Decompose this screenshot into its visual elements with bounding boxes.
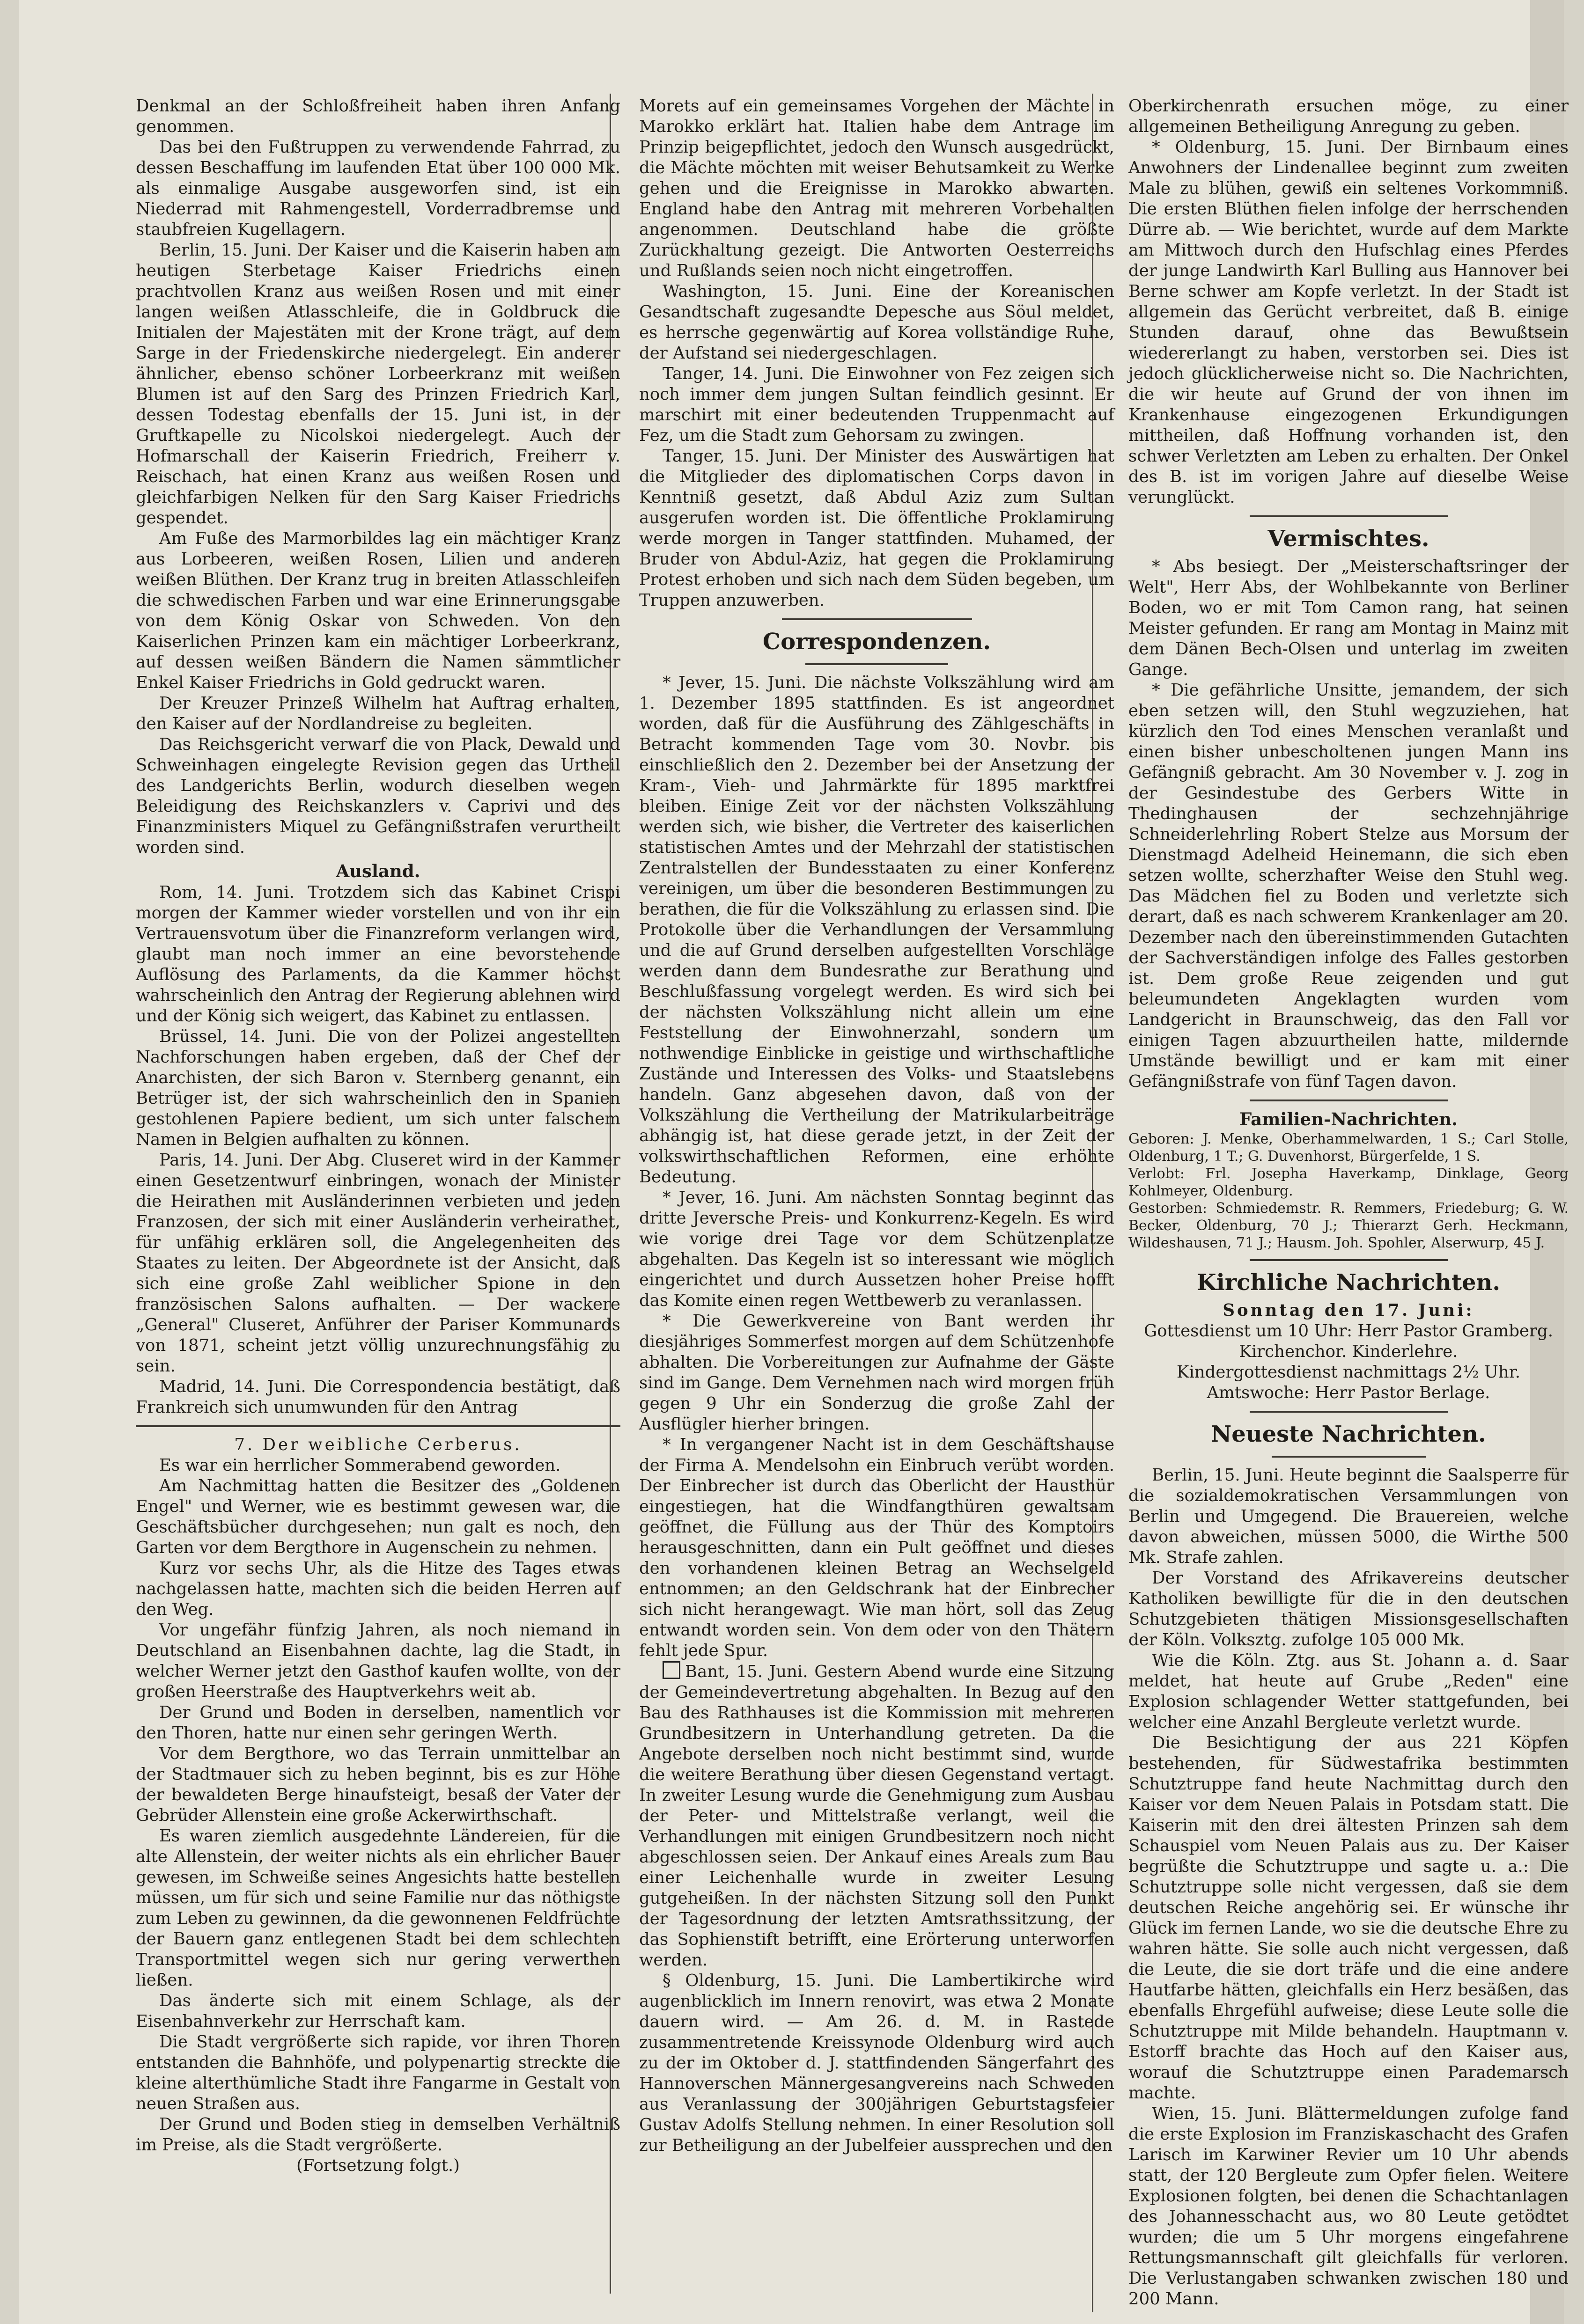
- section-divider: [1250, 1411, 1448, 1413]
- section-divider: [1250, 1100, 1448, 1101]
- church-line: Amtswoche: Herr Pastor Berlage.: [1207, 1383, 1490, 1402]
- church-line: Kindergottesdienst nachmittags 2½ Uhr.: [1176, 1363, 1521, 1382]
- paragraph: Paris, 14. Juni. Der Abg. Cluseret wird in der Kammer einen Gesetzentwurf einbringen, wonach der Minister die Heirathen mit Ausländerinnen verbieten und jeden Franzosen, der sich mit einer Ausländerin verheirathet, für unfähig erklären soll, die Angelegenheiten des Staates zu leiten. Der Abgeordnete ist der Ansicht, daß sich eine große Zahl weiblicher Spione in den französischen Salons aufhalten. — Der wackere „General" Cluseret, Anführer der Pariser Kommunards von 1871, scheint jetzt völlig unzurechnungsfähig zu sein.: [136, 1151, 620, 1376]
- paragraph-with-box: [639, 1661, 1114, 1971]
- paragraph: * Die gefährliche Unsitte, jemandem, der sich eben setzen will, den Stuhl wegzuziehen, hat kürzlich den Tod eines Menschen veranlaßt und einen bisher unbescholtenen jungen Mann ins Gefängniß gebracht. Am 30 November v. J. zog in der Gesindestube des Gerbers Witte in Thedinghausen der sechzehnjährige Schneiderlehrling Robert Stelze aus Morsum der Dienstmagd Adelheid Heinemann, die sich eben setzen wollte, scherzhafter Weise den Stuhl weg. Das Mädchen fiel zu Boden und verletzte sich derart, daß es nach schwerem Krankenlager am 20. Dezember nach den übereinstimmenden Gutachten der Sachverständigen infolge des Falles gestorben ist. Dem große Reue zeigenden und gut beleumundeten Angeklagten wurden vom Landgericht in Braunschweig, das den Fall vor einigen Tagen abzuurtheilen hatte, mildernde Umstände bewilligt und er kam mit einer Gefängnißstrafe von fünf Tagen davon.: [1128, 681, 1569, 1091]
- paragraph: * Jever, 15. Juni. Die nächste Volkszählung wird am 1. Dezember 1895 stattfinden. Es ist angeordnet worden, daß für die Ausführung des Zählgeschäfts in Betracht kommenden Tage vom 30. Novbr. bis einschließlich den 2. Dezember bei der Ansetzung der Kram-, Vieh- und Jahrmärkte für 1895 marktfrei bleiben. Einige Zeit vor der nächsten Volkszählung werden sich, wie bisher, die Vertreter des kaiserlichen statistischen Amtes und der Mehrzahl der statistischen Zentralstellen der Bundesstaaten zu einer Konferenz vereinigen, um über die besonderen Bestimmungen zu berathen, die für die Volkszählung zu erlassen sind. Die Protokolle über die Verhandlungen der Versammlung und die auf Grund derselben aufgestellten Vorschläge werden dann dem Bundesrathe zur Berathung und Beschlußfassung vorgelegt werden. Es wird sich bei der nächsten Volkszählung nicht allein um eine Feststellung der Einwohnerzahl, sondern um nothwendige Einblicke in geistige und wirthschaftliche Zustände und Interessen des Volks- und Staatslebens handeln. Ganz abgesehen davon, daß von der Volkszählung die Vertheilung der Matrikularbeiträge abhängig ist, hat diese gerade jetzt, in der Zeit der volkswirthschaftlichen Reformen, eine erhöhte Bedeutung.: [639, 673, 1114, 1187]
- paragraph: Madrid, 14. Juni. Die Correspondencia bestätigt, daß Frankreich sich unumwunden für den Antrag: [136, 1377, 620, 1417]
- paragraph: Die Besichtigung der aus 221 Köpfen bestehenden, für Südwestafrika bestimmten Schutztruppe fand heute Nachmittag durch den Kaiser vor dem Neuen Palais in Potsdam statt. Die Kaiserin mit den drei ältesten Prinzen sah dem Schauspiel vom Neuen Palais aus zu. Der Kaiser begrüßte die Schutztruppe und sagte u. a.: Die Schutztruppe solle nicht vergessen, daß sie dem deutschen Reiche angehörig sei. Er wünsche ihr Glück im fernen Lande, wo sie die deutsche Ehre zu wahren hätte. Sie solle auch nicht vergessen, daß die Leute, die sie dort träfe und die eine andere Hautfarbe hätten, gleichfalls ein Herz besäßen, das ebenfalls Ehrgefühl aufweise; diese Leute solle die Schutztruppe mit Milde behandeln. Hauptmann v. Estorff brachte das Hoch auf den Kaiser aus, worauf die Schutztruppe einen Parademarsch machte.: [1128, 1733, 1569, 2103]
- feuilleton-title: 7. Der weibliche Cerberus.: [234, 1435, 522, 1454]
- paragraph: Das Reichsgericht verwarf die von Plack, Dewald und Schweinhagen eingelegte Revision gegen das Urtheil des Landgerichts Berlin, wodurch dieselben wegen Beleidigung des Reichskanzlers v. Caprivi und des Finanzministers Miquel zu Gefängnißstrafen verurtheilt worden sind.: [136, 735, 620, 857]
- paragraph: Die Stadt vergrößerte sich rapide, vor ihren Thoren entstanden die Bahnhöfe, und polypenartig streckte die kleine alterthümliche Stadt ihre Fangarme in Gestalt von neuen Straßen aus.: [136, 2032, 620, 2113]
- paragraph: Tanger, 15. Juni. Der Minister des Auswärtigen hat die Mitglieder des diplomatischen Corps davon in Kenntniß gesetzt, daß Abdul Aziz zum Sultan ausgerufen worden ist. Die öffentliche Proklamirung werde morgen in Tanger stattfinden. Muhamed, der Bruder von Abdul-Aziz, hat gegen die Proklamirung Protest erhoben und sich nach dem Süden begeben, um Truppen anzuwerben.: [639, 447, 1114, 610]
- section-heading-familien: Familien-Nachrichten.: [1239, 1109, 1458, 1129]
- paragraph: Vor dem Bergthore, wo das Terrain unmittelbar an der Stadtmauer sich zu heben beginnt, bis es zur Höhe der bewaldeten Berge hinaufsteigt, besaß der Vater der Gebrüder Allenstein eine große Ackerwirthschaft.: [136, 1744, 620, 1825]
- section-heading-vermischtes: Vermischtes.: [1267, 526, 1429, 552]
- paragraph: Vor ungefähr fünfzig Jahren, als noch niemand in Deutschland an Eisenbahnen dachte, lag die Stadt, in welcher Werner jetzt den Gasthof kaufen wollte, von der großen Heerstraße des Hauptverkehrs weit ab.: [136, 1620, 620, 1701]
- notice-line: Gestorben: Schmiedemstr. R. Remmers, Friedeburg; G. W. Becker, Oldenburg, 70 J.; Thierarzt Gerh. Heckmann, Wildeshausen, 71 J.; Hausm. Joh. Spohler, Alserwurp, 45 J.: [1128, 1200, 1569, 1251]
- section-heading-correspondenzen: Correspondenzen.: [762, 629, 991, 655]
- paragraph: Denkmal an der Schloßfreiheit haben ihren Anfang genommen.: [136, 96, 620, 136]
- section-divider: [1250, 515, 1448, 517]
- church-line: Kirchenchor. Kinderlehre.: [1239, 1342, 1458, 1361]
- notice-line: Geboren: J. Menke, Oberhammelwarden, 1 S.; Carl Stolle, Oldenburg, 1 T.; G. Duvenhorst, Bürgerfelde, 1 S.: [1128, 1131, 1569, 1165]
- newspaper-page: [19, 0, 1569, 2324]
- paragraph: Es waren ziemlich ausgedehnte Ländereien, für die alte Allenstein, der weiter nichts als ein ehrlicher Bauer gewesen, im Schweiße seines Angesichts hatte bestellen müssen, um für sich und seine Familie nur das nöthigste zum Leben zu gewinnen, da die gewonnenen Feldfrüchte der Bauern ganz entlegenen Stadt bei dem schlechten Transportmittel wegen sich nur gering verwerthen ließen.: [136, 1826, 620, 1990]
- section-heading-kirchlich: Kirchliche Nachrichten.: [1196, 1269, 1501, 1296]
- paragraph: * In vergangener Nacht ist in dem Geschäftshause der Firma A. Mendelsohn ein Einbruch verübt worden. Der Einbrecher ist durch das Oberlicht der Hausthür eingestiegen, hat die Windfangthüren gewaltsam geöffnet, die Füllung aus der Thür des Komptoirs herausgeschnitten, dann ein Pult geöffnet und dieses den vorhandenen kleinen Betrag an Wechselgeld entnommen; an den Geldschrank hat der Einbrecher sich nicht herangewagt. Wie man hört, soll das Zeug entwandt worden sein. Von dem oder von den Thätern fehlt jede Spur.: [639, 1435, 1114, 1660]
- paragraph: Am Fuße des Marmorbildes lag ein mächtiger Kranz aus Lorbeeren, weißen Rosen, Lilien und anderen weißen Blüthen. Der Kranz trug in breiten Atlasschleifen die schwedischen Farben und war eine Erinnerungsgabe von dem König Oskar von Schweden. Von den Kaiserlichen Prinzen kam ein mächtiger Lorbeerkranz, auf dessen weißen Bändern die Namen sämmtlicher Enkel Kaiser Friedrichs in Gold gedruckt waren.: [136, 529, 620, 692]
- paragraph: * Die Gewerkvereine von Bant werden ihr diesjähriges Sommerfest morgen auf dem Schützenhofe abhalten. Die Vorbereitungen zur Aufnahme der Gäste sind im Gange. Dem Vernehmen nach wird morgen früh gegen 9 Uhr ein Sonderzug die große Zahl der Ausflügler hierher bringen.: [639, 1312, 1114, 1434]
- section-divider: [782, 618, 972, 620]
- section-divider: [805, 663, 948, 665]
- continued-note: (Fortsetzung folgt.): [296, 2156, 460, 2175]
- notice-line: Verlobt: Frl. Josepha Haverkamp, Dinklage, Georg Kohlmeyer, Oldenburg.: [1128, 1166, 1569, 1199]
- paragraph: § Oldenburg, 15. Juni. Die Lambertikirche wird augenblicklich im Innern renovirt, was etwa 2 Monate dauern wird. — Am 26. d. M. in Rastede zusammentretende Kreissynode Oldenburg wird auch zu der im Oktober d. J. stattfindenden Sängerfahrt des Hannoverschen Männergesangvereins nach Schweden aus Veranlassung der 300jährigen Geburtstagsfeier Gustav Adolfs Stellung nehmen. In einer Resolution soll zur Betheiligung an der Jubelfeier aussprechen und den: [639, 1971, 1114, 2155]
- section-heading-ausland: Ausland.: [336, 861, 420, 881]
- paragraph: Berlin, 15. Juni. Der Kaiser und die Kaiserin haben am heutigen Sterbetage Kaiser Friedrichs einen prachtvollen Kranz aus weißen Rosen und mit einer langen weißen Atlasschleife, die in Goldbruck die Initialen der Majestäten mit der Krone trägt, auf dem Sarge in der Friedenskirche niedergelegt. Ein anderer ähnlicher, ebenso schöner Lorbeerkranz mit weißen Blumen ist auf den Sarg des Prinzen Friedrich Karl, dessen Todestag ebenfalls der 15. Juni ist, in der Gruftkapelle zu Nicolskoi niedergelegt. Auch der Hofmarschall der Kaiserin Friedrich, Freiherr v. Reischach, hat einen Kranz aus weißen Rosen und gleichfarbigen Nelken für den Sarg Kaiser Friedrichs gespendet.: [136, 241, 620, 528]
- paragraph: Tanger, 14. Juni. Die Einwohner von Fez zeigen sich noch immer dem jungen Sultan feindlich gesinnt. Er marschirt mit einer bedeutenden Truppenmacht auf Fez, um die Stadt zum Gehorsam zu zwingen.: [639, 364, 1114, 445]
- paragraph-text: Bant, 15. Juni. Gestern Abend wurde eine Sitzung der Gemeindevertretung abgehalten. In Bezug auf den Bau des Rathhauses ist die Kommission mit mehreren Grundbesitzern in Unterhandlung getreten. Da die Angebote derselben noch nicht bestimmt sind, wurde die weitere Berathung über diesen Gegenstand vertagt. In zweiter Lesung wurde die Genehmigung zum Ausbau der Peter- und Mittelstraße verlangt, weil die Verhandlungen mit einigen Grundbesitzern noch nicht abgeschlossen seien. Der Ankauf eines Areals zum Bau einer Leichenhalle wurde in zweiter Lesung gutgeheißen. In der nächsten Sitzung soll den Punkt der Tagesordnung der letzten Amtsrathssitzung, der das Sophienstift betrifft, eine Erörterung unterworfen werden.: [639, 1662, 1114, 1970]
- paragraph: Wien, 15. Juni. Blättermeldungen zufolge fand die erste Explosion im Franziskaschacht des Grafen Larisch im Karwiner Revier um 10 Uhr abends statt, der 120 Bergleute zum Opfer fielen. Weitere Explosionen folgten, bei denen die Schachtanlagen des Johannesschacht aus, wo 80 Leute getödtet wurden; die um 5 Uhr morgens eingefahrene Rettungsmannschaft gilt gleichfalls für verloren. Die Verlustangaben schwanken zwischen 180 und 200 Mann.: [1128, 2104, 1569, 2309]
- feuilleton-divider: [136, 1425, 620, 1427]
- paragraph: Der Grund und Boden stieg in demselben Verhältniß im Preise, als die Stadt vergrößerte.: [136, 2115, 620, 2155]
- column-2: [639, 96, 1114, 2156]
- paragraph: Der Kreuzer Prinzeß Wilhelm hat Auftrag erhalten, den Kaiser auf der Nordlandreise zu begleiten.: [136, 694, 620, 733]
- paragraph: Es war ein herrlicher Sommerabend geworden.: [159, 1456, 561, 1475]
- paragraph: Das bei den Fußtruppen zu verwendende Fahrrad, zu dessen Beschaffung im laufenden Etat über 100 000 Mk. als einmalige Ausgabe ausgeworfen sind, ist ein Niederrad mit Rahmengestell, Vorderradbremse und staubfreien Kugellagern.: [136, 138, 620, 239]
- paragraph: Washington, 15. Juni. Eine der Koreanischen Gesandtschaft zugesandte Depesche aus Söul meldet, es herrsche gegenwärtig auf Korea vollständige Ruhe, der Aufstand sei niedergeschlagen.: [639, 282, 1114, 363]
- paragraph: Brüssel, 14. Juni. Die von der Polizei angestellten Nachforschungen haben ergeben, daß der Chef der Anarchisten, der sich Baron v. Sternberg genannt, ein Betrüger ist, der sich wahrscheinlich den in Spanien gestohlenen Papiere bedient, um sich unter falschem Namen in Belgien aufhalten zu können.: [136, 1027, 620, 1149]
- paragraph: Rom, 14. Juni. Trotzdem sich das Kabinet Crispi morgen der Kammer wieder vorstellen und von ihr ein Vertrauensvotum über die Finanzreform verlangen wird, glaubt man noch immer an eine bevorstehende Auflösung des Parlaments, da die Kammer höchst wahrscheinlich den Antrag der Regierung ablehnen wird und der König sich weigert, das Kabinet zu entlassen.: [136, 883, 620, 1026]
- column-1: [136, 96, 620, 2176]
- paragraph: Kurz vor sechs Uhr, als die Hitze des Tages etwas nachgelassen hatte, machten sich die beiden Herren auf den Weg.: [136, 1559, 620, 1619]
- paragraph: Berlin, 15. Juni. Heute beginnt die Saalsperre für die sozialdemokratischen Versammlungen von Berlin und Umgegend. Die Brauereien, welche davon abweichen, müssen 5000, die Wirthe 500 Mk. Strafe zahlen.: [1128, 1466, 1569, 1567]
- section-divider: [1250, 1259, 1448, 1261]
- paragraph: Oberkirchenrath ersuchen möge, zu einer allgemeinen Betheiligung Anregung zu geben.: [1128, 96, 1569, 136]
- box-icon: [663, 1661, 680, 1679]
- paragraph: * Jever, 16. Juni. Am nächsten Sonntag beginnt das dritte Jeversche Preis- und Konkurrenz-Kegeln. Es wird wie vorige drei Tage vor dem Schützenplatze abgehalten. Das Kegeln ist so interessant wie möglich eingerichtet und durch Aussetzen hoher Preise hofft das Komite einen regen Wettbewerb zu veranlassen.: [639, 1188, 1114, 1310]
- paragraph: Das änderte sich mit einem Schlage, als der Eisenbahnverkehr zur Herrschaft kam.: [136, 1991, 620, 2031]
- paragraph: * Oldenburg, 15. Juni. Der Birnbaum eines Anwohners der Lindenallee beginnt zum zweiten Male zu blühen, gewiß ein seltenes Vorkommniß. Die ersten Blüthen fielen infolge der herrschenden Dürre ab. — Wie berichtet, wurde auf dem Markte am Mittwoch durch den Hufschlag eines Pferdes der junge Landwirth Karl Bulling aus Hannover bei Berne schwer am Kopfe verletzt. In der Stadt ist allgemein das Gerücht verbreitet, daß B. einige Stunden darauf, ohne das Bewußtsein wiedererlangt zu haben, verstorben sei. Dies ist jedoch glücklicherweise nicht so. Die Nachrichten, die wir heute auf Grund der von ihnen im Krankenhause eingezogenen Erkundigungen mittheilen, daß Hoffnung vorhanden ist, den schwer Verletzten am Leben zu erhalten. Der Onkel des B. ist im vorigen Jahre auf dieselbe Weise verunglückt.: [1128, 138, 1569, 507]
- section-heading-neueste: Neueste Nachrichten.: [1211, 1421, 1486, 1447]
- paragraph: Der Grund und Boden in derselben, namentlich vor den Thoren, hatte nur einen sehr geringen Werth.: [136, 1703, 620, 1743]
- church-line: Gottesdienst um 10 Uhr: Herr Pastor Gramberg.: [1143, 1321, 1554, 1341]
- paragraph: Am Nachmittag hatten die Besitzer des „Goldenen Engel" und Werner, wie es bestimmt gewesen war, die Geschäftsbücher durchgesehen; nun galt es noch, den Garten vor dem Bergthore in Augenschein zu nehmen.: [136, 1476, 620, 1557]
- paragraph: * Abs besiegt. Der „Meisterschaftsringer der Welt", Herr Abs, der Wohlbekannte von Berliner Boden, wo er mit Tom Camon rang, hat seinen Meister gefunden. Er rang am Montag in Mainz mit dem Dänen Bech-Olsen und unterlag im zweiten Gange.: [1128, 557, 1569, 679]
- paragraph: Der Vorstand des Afrikavereins deutscher Katholiken bewilligte für die in den deutschen Schutzgebieten thätigen Missionsgesellschaften der Köln. Volksztg. zufolge 105 000 Mk.: [1128, 1569, 1569, 1650]
- paragraph: Morets auf ein gemeinsames Vorgehen der Mächte in Marokko erklärt hat. Italien habe dem Antrage im Prinzip beigepflichtet, jedoch den Wunsch ausgedrückt, die Mächte möchten mit weiser Behutsamkeit zu Werke gehen und die Ereignisse in Marokko abwarten. England habe den Antrag mit mehreren Vorbehalten angenommen. Deutschland habe die größte Zurückhaltung gezeigt. Die Antworten Oesterreichs und Rußlands seien noch nicht eingetroffen.: [639, 96, 1114, 280]
- family-notices: [1128, 1130, 1569, 1252]
- section-divider: [1272, 1456, 1426, 1458]
- paragraph: Wie die Köln. Ztg. aus St. Johann a. d. Saar meldet, hat heute auf Grube „Reden" eine Explosion schlagender Wetter stattgefunden, bei welcher eine Anzahl Bergleute verletzt wurde.: [1128, 1651, 1569, 1732]
- column-3: [1128, 96, 1569, 2309]
- church-date: Sonntag den 17. Juni:: [1223, 1301, 1474, 1320]
